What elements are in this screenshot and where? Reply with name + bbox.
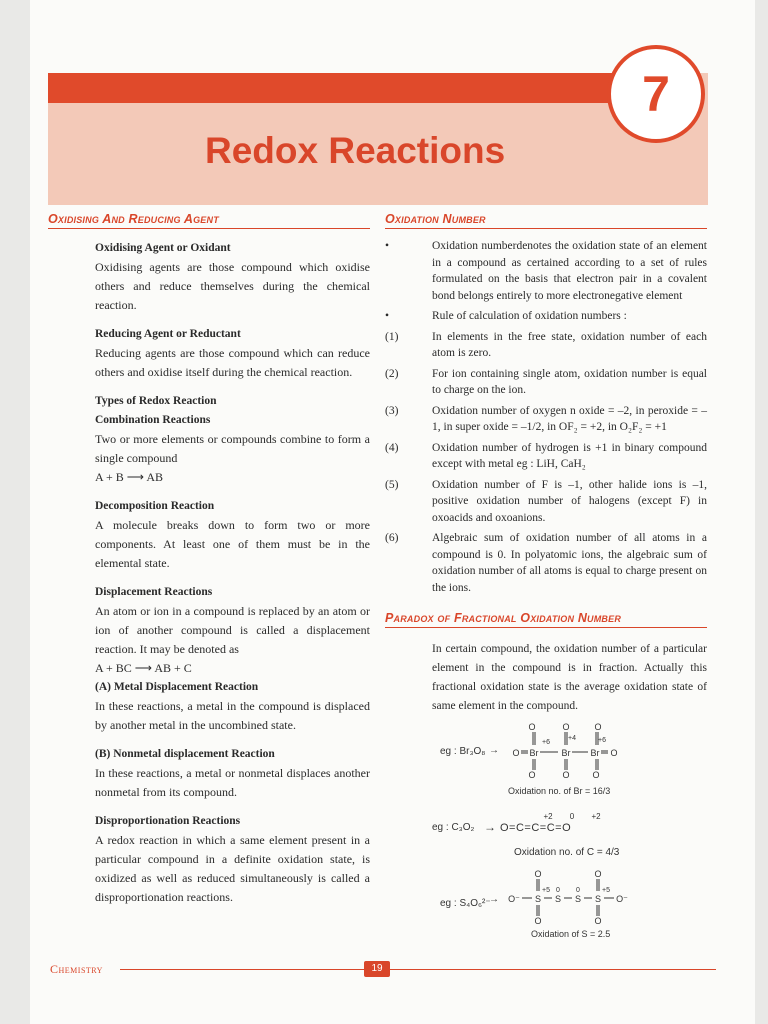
bullet-item: • Oxidation numberdenotes the oxidation state of an element in a compound as certained according to a set of rules formulated on the basis that electron pair in a covalent bond belongs entirely to more electronegative element xyxy=(385,240,707,302)
example-label: eg : S₄O₆²⁻ xyxy=(440,898,491,909)
subheading: Oxidising Agent or Oxidant xyxy=(95,242,231,254)
br3o8-structure xyxy=(488,722,638,784)
paragraph: In these reactions, a metal in the compound is displaced by another metal in the uncombined state. xyxy=(95,699,370,732)
section-heading-oxidation-number: Oxidation Number xyxy=(385,212,486,226)
subheading: (A) Metal Displacement Reaction xyxy=(95,681,259,693)
chapter-number: 7 xyxy=(607,45,705,143)
svg-text:+6: +6 xyxy=(598,737,606,744)
section-heading-paradox: Paradox of Fractional Oxidation Number xyxy=(385,611,622,625)
paragraph: An atom or ion in a compound is replaced by an atom or ion of another compound is called a displacement reaction. It may be denoted as xyxy=(95,604,370,656)
subheading: Disproportionation Reactions xyxy=(95,815,241,827)
svg-text:Br: Br xyxy=(561,748,571,758)
svg-text:O: O xyxy=(610,748,618,758)
footer-line xyxy=(120,969,716,970)
svg-text:+2: +2 xyxy=(591,812,601,821)
arrow-icon: → xyxy=(484,820,496,834)
svg-text:0: 0 xyxy=(569,812,575,821)
rule-item: (3) Oxidation number of oxygen n oxide = –2, in peroxide = –1, in super oxide = –1/2, in OF₂ = +2, in O₂F₂ = +1 xyxy=(385,404,707,433)
c3o2-oxidation-marks xyxy=(540,810,610,822)
svg-text:+6: +6 xyxy=(542,739,550,746)
svg-text:O⁻: O⁻ xyxy=(616,894,628,904)
svg-text:O: O xyxy=(528,770,536,780)
paragraph: A redox reaction in which a same element present in a particular compound in a definite oxidation state, is oxidized as well as reduced simultaneously is called a disproportionation reactions. xyxy=(95,833,370,904)
section-heading-oxidising: Oxidising And Reducing Agent xyxy=(48,212,219,226)
svg-text:Br: Br xyxy=(529,748,539,758)
rule-item: (1) In elements in the free state, oxidation number of each atom is zero. xyxy=(385,330,707,359)
equation: A + B ⟶ AB xyxy=(95,470,163,484)
left-column xyxy=(95,239,370,907)
paragraph: In these reactions, a metal or nonmetal displaces another nonmetal from its compound. xyxy=(95,766,370,799)
banner-strip xyxy=(48,73,668,103)
bullet-item: • Rule of calculation of oxidation numbers : xyxy=(385,310,627,322)
subheading: Types of Redox Reaction xyxy=(95,395,217,407)
paragraph: A molecule breaks down to form two or more components. At least one of them must be in the elemental state. xyxy=(95,518,370,570)
subheading: Displacement Reactions xyxy=(95,586,213,598)
s4o6-structure xyxy=(484,868,634,928)
svg-text:+2: +2 xyxy=(543,812,553,821)
paragraph: Reducing agents are those compound which can reduce others and oxidise itself during the chemical reaction. xyxy=(95,346,370,379)
svg-text:O: O xyxy=(594,869,602,879)
svg-text:0: 0 xyxy=(576,887,580,894)
rule-item: (2) For ion containing single atom, oxidation number is equal to charge on the ion. xyxy=(385,367,707,396)
equation: A + BC ⟶ AB + C xyxy=(95,661,192,675)
footer-label: Chemistry xyxy=(50,962,103,976)
example-caption: Oxidation no. of Br = 16/3 xyxy=(508,786,611,796)
subheading: (B) Nonmetal displacement Reaction xyxy=(95,748,275,760)
subheading: Reducing Agent or Reductant xyxy=(95,328,241,340)
section-underline xyxy=(385,627,707,628)
svg-text:S: S xyxy=(554,894,562,904)
svg-text:S: S xyxy=(574,894,582,904)
chapter-title: Redox Reactions xyxy=(205,130,506,171)
svg-text:O: O xyxy=(512,748,520,758)
c3o2-formula: O=C=C=C=O xyxy=(500,822,572,834)
svg-text:O: O xyxy=(592,770,600,780)
svg-text:+5: +5 xyxy=(542,887,550,894)
rule-item: (5) Oxidation number of F is –1, other halide ions is –1, positive oxidation number of halogens (except F) in oxoacids and oxoanions. xyxy=(385,478,707,524)
svg-text:O: O xyxy=(534,869,542,879)
example-label: eg : C₃O₂ xyxy=(432,822,475,833)
paragraph: Two or more elements or compounds combine to form a single compound xyxy=(95,432,370,465)
rule-item: (4) Oxidation number of hydrogen is +1 in binary compound except with metal eg : LiH, CaH₂ xyxy=(385,441,707,470)
svg-text:S: S xyxy=(534,894,542,904)
svg-text:O⁻: O⁻ xyxy=(508,894,520,904)
page-number: 19 xyxy=(364,961,390,977)
svg-text:S: S xyxy=(594,894,602,904)
svg-text:+5: +5 xyxy=(602,887,610,894)
svg-text:Br: Br xyxy=(590,748,600,758)
section-underline xyxy=(385,228,707,229)
subheading: Decomposition Reaction xyxy=(95,500,215,512)
svg-text:→: → xyxy=(489,894,499,905)
svg-text:O: O xyxy=(594,722,602,732)
section-underline xyxy=(48,228,370,229)
paradox-paragraph: In certain compound, the oxidation number of a particular element in the compound is in fraction. Actually this fractional oxidation state is the average oxidation state of same element in the compound. xyxy=(432,643,707,712)
subheading: Combination Reactions xyxy=(95,414,211,426)
svg-text:+4: +4 xyxy=(568,735,576,742)
paragraph: Oxidising agents are those compound which oxidise others and reduce themselves during the chemical reaction. xyxy=(95,260,370,312)
svg-text:O: O xyxy=(528,722,536,732)
right-column xyxy=(385,238,707,600)
example-caption: Oxidation no. of C = 4/3 xyxy=(514,847,620,858)
svg-text:O: O xyxy=(534,916,542,926)
rule-item: (6) Algebraic sum of oxidation number of all atoms in a compound is 0. In polyatomic ions, the algebraic sum of oxidation number of all atoms is equal to charge present on the ions. xyxy=(385,532,707,594)
svg-text:O: O xyxy=(594,916,602,926)
example-caption: Oxidation of S = 2.5 xyxy=(531,929,611,939)
svg-text:O: O xyxy=(562,770,570,780)
svg-text:→: → xyxy=(489,745,499,756)
svg-text:0: 0 xyxy=(556,887,560,894)
svg-text:O: O xyxy=(562,722,570,732)
example-label: eg : Br₃O₈ xyxy=(440,746,486,757)
